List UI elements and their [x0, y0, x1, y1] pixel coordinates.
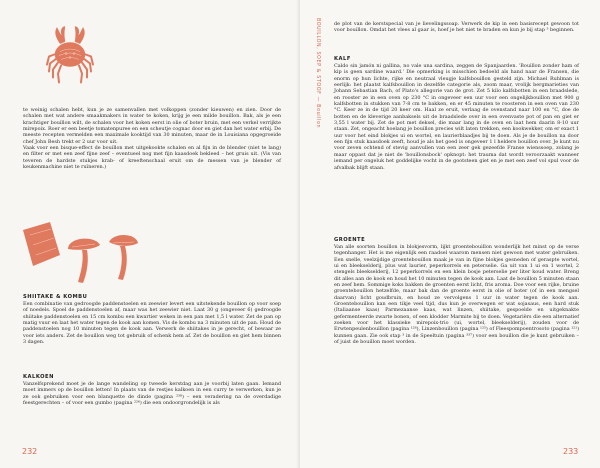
kalkoen-heading: KALKOEN: [23, 374, 54, 380]
kip-continuation-text: de plot van de kerstspecial van je lievelingssoap. Verwerk de kip in een basisrecept gewoon tot voor bouillon. Omdat het vlees al gaar is, hoef je het niet te braden en kun je bij stap ³ beginnen.: [334, 21, 579, 34]
running-head: [313, 18, 321, 158]
kalkoen-text: Vanzelfsprekend moet je de lange wandeling op tweede kerstdag aan je voorbij laten gaan. Iemand moet immers op de bouillon letten! In plaats van de restjes kalkoen in een curry te verwerken, kun je ze ook gebruiken voor een blanquette de dinde (pagina ²³⁸) – een veradering na de overdadige feestgerechten – of voor een gumbo (pagina ²²⁶) die een ondoorgrondelijk is als: [23, 381, 281, 407]
shiitake-kombu-heading: SHIITAKE & KOMBU: [23, 294, 88, 300]
page-number-left: 232: [22, 447, 38, 456]
mushrooms-and-kombu-illustration: [20, 220, 140, 288]
kalf-text: Caldo sin jamón ni gallina, no vale una sardina, zeggen de Spanjaarden. 'Bouillon zonder ham of kip is geen sardine waard.' Die opmerking is misschien bedoeld als hand naar de Fransen, die enorm op hun lichte, rijke en neutraal vleugje kalfsbouillon gesteld zijn. Michael Ruhlman is eerlijk: het plaatst kalfsbouillon in dezelfde categorie als, zoom maar, vrolijk bergmarieties van Johann Sebastian Bach, of Plato's allegorie van de grot. Zet 5 kilo kalfsbotten in een braadslede, en rooster ze in een oven op 230 °C in ongeveer een uur voor een ongelijkbouillon met 900 g kalfsbotten in stukken van 7-8 cm te bakken, en er 45 minuten te roosteren in een oven van 230 °C. Keer ze in de tijd 20 keer om. Haal ze eruit, verlaag de ovenstand naar 100 en °C, doe de botten en de kleverige aanbaksels uit de braadslede over in een ovenvaste pot of pan en giet er 3,55 l water bij. Zet de pot met deksel, die maar lang in de oven en laat hem daarin 8-10 uur staan. Zet, ongeacht hoelang je bouillon precies wilt laten trekken, een kookwekker, om er exact 1 uur voor het eind blokjes ui en wortel, en laurierblaadjes bij te doen. Als je de bouillon na door een fijn stuk kaasdoek zeeft, houd je als het goed is ongeveer 1 l heldere bouillon over. Je kunt nu voor zeven ochtend of stevig aanvullen van een zeer gek gezeefde Franse wienssoep, zolang je maar oppast dat je niet de 'bouillonsbock' opknopt: het trauma dat wordt veroorzaakt wanneer iemand per ongeluk het goddelijke vocht in de gootsteen giet en je met een zeef vol spul voor de afvalbak blijft staan.: [334, 63, 579, 171]
crab-illustration: [45, 22, 95, 90]
crab-bouillon-text: te weinig schalen hebt, kun je ze samenvallen met volkoppen (zonder kieuwen) en zien. Door de schalen met wat andere smaakmakers in water te koken, krijg je een milde bouillon. Bak, als je een krachtiger bouillon wilt, de schalen voor het koken eerst in olie of boter bruin, met een verkel verrijkte mirepoix. Roer er een beetje tomatenpuree en een scheutje cognac door en giet dan het water erbij. De meeste recepten vermelden een maximale kooktijd van 30 minuten, maar de in Louisiana opgegroeide chef John Besh trekt er 2 uur voor uit. Vaak voor een bisque-effect de bouillon met uitgekookte schalen en al fijn in de blender (niet te lang) en filter er met een zeef fijne zeef – eventueel nog met fijn kaasdoek bekleed – het gruis uit. (Vis van teveren de hardste stukjes krab- of kreeftenschaal eruit om de messen van je blender of keukenmachine niet te ruïneren.): [23, 107, 281, 171]
page-number-right: 233: [563, 447, 579, 456]
running-head-text: BOUILLON, SOEP & STOOF — Bouillon: [315, 18, 320, 129]
groente-text: Van alle soorten bouillon in blokjesvorm, lijkt groentebouillon wonderlijk het minst op de verse tegenhanger. Het is me eigenlijk een raadsel waarom mensen niet gewoon met water gebruiken. Een snelle, veelzijdige groentebouillon maak je van in fijne blokjes gesneden of geraspte wortel, ui en bleekselderij, plus wat laurier, peperkorrels en peterselie. Ga uit van 1 ui en 1 wortel, 2 stengels bleekselderij, 12 peperkorrels en een klein bosje peterselie per liter koud water. Breng dit alles aan de kook en houd het 10 minuten tegen de kook aan. Laat de bouillon 5 minuten staan en zeef hem. Sommige koks bakken de groenten eerst licht, fris aroma. Doe voor een rijke, bruine groentebouillon hetzelfde, maar bak dan de groente eerst in olie of boter (of in een mengsel daarvan) licht goudbruin, en houd ze vervolgens 1 uur in water tegen de kook aan. Groentebouillon kan een tikje veel tijd, dus kun je overwegen er wat sojasaus, een hard stuk (Italiaanse kaas) Parmezaanse kaas, wat linzen, shiitake, gespoelde en uitgeknakte gefermenteerde zwarte bonen, of een klodder Marmite bij te doen. Vegetariërs die een alternatief zoeken voor het klassieke mirepoix-trio (ui, wortel, bleekselderij), zouden voor de Erwtenpeulenbouillon (pagina ¹²⁸), Linzenbouillon (pagina ¹²⁵) of Fleespompoentrosoto (pagina ¹²¹) kunnen gaan. Zie ook stap ³ in de Speeltuin (pagina ³³⁷) voor een bouillon die je kunt gebruiken – of juist de bouillon moet worden.: [334, 244, 580, 346]
groente-heading: GROENTE: [334, 237, 366, 243]
kalf-heading: KALF: [334, 56, 351, 62]
shiitake-kombu-text: Een combinatie van gedroogde paddenstoelen en zeewier levert een uitstekende bouillon op voor soep of noedels. Spoel de paddenstoelen af, maar was het zeewier niet. Laat 30 g (ongeveer 6) gedroogde shiitake paddenstoelen en 15 cm kombu een kwartier weken in een pan met 1,5 l water. Zet de pan op matig vuur en laat het water tegen de kook aan komen. Vis de kombu na 3 minuten uit de pan. Houd de paddenstoelen nog 10 minuten tegen de kook aan. Verwerk de shiitakes in je gerecht, of bewaar ze voor iets anders. Zet de bouillon weg tot gebruik of schenk hem af. Zet de bouillon en giet hem binnen 3 dagen.: [23, 301, 282, 346]
